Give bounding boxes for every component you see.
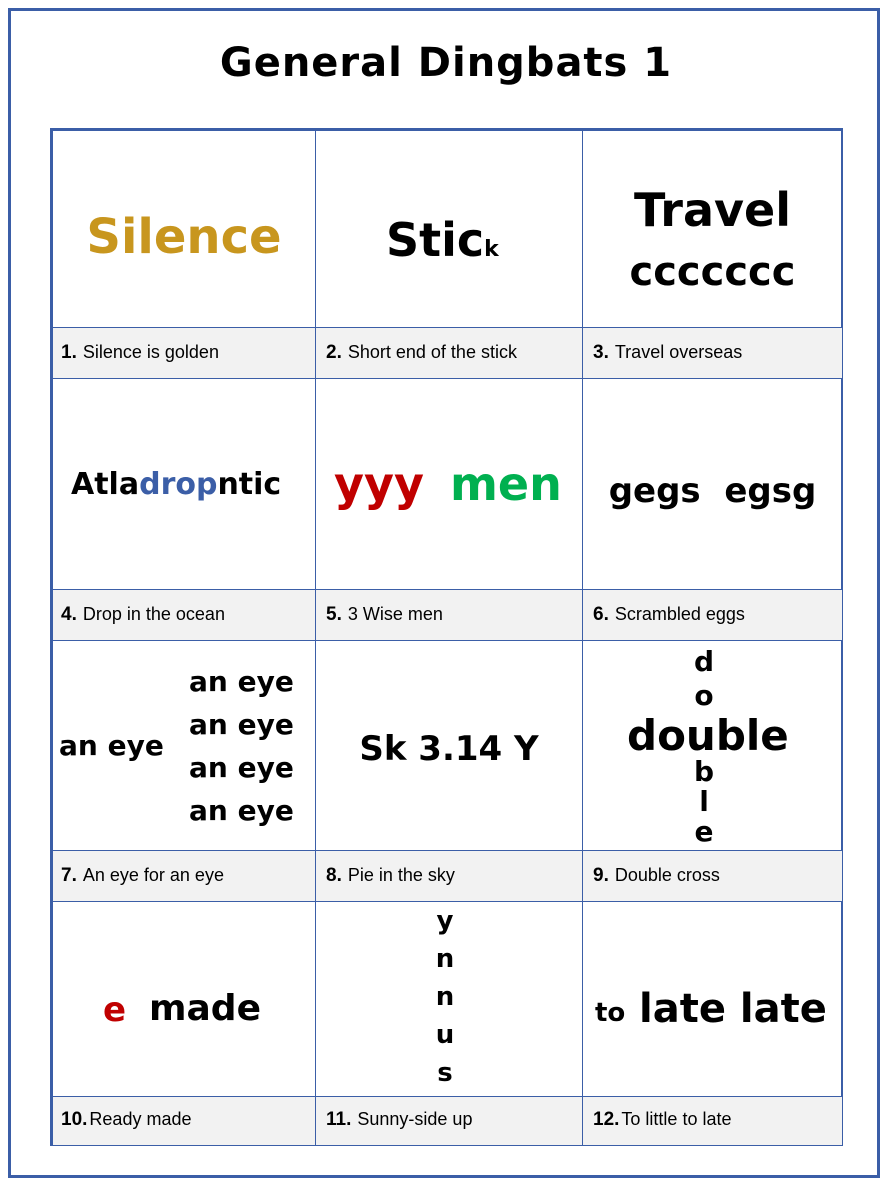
caption-2-number: 2. — [326, 342, 342, 363]
caption-7 — [52, 850, 316, 902]
puzzle-cell-7 — [52, 640, 316, 852]
caption-3-number: 3. — [593, 342, 609, 363]
caption-1-answer: Silence is golden — [82, 342, 219, 362]
caption-5-answer: 3 Wise men — [347, 604, 443, 624]
puzzle-4-part-c: ntic — [217, 467, 282, 502]
puzzle-10-part-a: e — [103, 990, 127, 1030]
caption-12 — [582, 1096, 843, 1146]
caption-12-number: 12. — [593, 1109, 620, 1130]
puzzle-cell-11 — [315, 901, 583, 1097]
puzzle-10-part-b: made — [149, 988, 261, 1029]
puzzle-cell-2 — [315, 130, 583, 328]
puzzle-9-down-bottom — [689, 757, 719, 847]
puzzle-11-letter-1: y — [436, 906, 454, 936]
puzzle-11-letter-5: s — [437, 1058, 453, 1088]
puzzle-cell-8 — [315, 640, 583, 852]
caption-9-number: 9. — [593, 865, 609, 886]
puzzle-7-right-4: an eye — [189, 794, 294, 827]
caption-10-number: 10. — [61, 1109, 88, 1130]
puzzle-9-letter-l: l — [699, 785, 709, 818]
puzzle-4-text — [71, 467, 281, 502]
puzzle-3-line1: Travel — [633, 183, 791, 237]
caption-4 — [52, 589, 316, 641]
puzzle-11-letter-2: n — [435, 944, 455, 974]
caption-8-answer: Pie in the sky — [347, 865, 455, 885]
puzzle-2-small: k — [484, 237, 499, 262]
puzzle-1-text: Silence — [86, 209, 282, 265]
puzzle-8-text: Sk 3.14 Y — [359, 729, 539, 769]
puzzle-5-part-b: men — [450, 457, 562, 511]
caption-9 — [582, 850, 843, 902]
puzzle-3-line2: ccccccc — [629, 249, 796, 295]
puzzle-4-part-b: drop — [139, 467, 218, 502]
puzzle-7-right-3: an eye — [189, 751, 294, 784]
puzzle-6-text: gegs egsg — [608, 471, 817, 511]
puzzle-9-letter-d: d — [693, 645, 715, 678]
puzzle-4-part-a: Atla — [71, 467, 140, 502]
caption-6-number: 6. — [593, 604, 609, 625]
caption-11-number: 11. — [326, 1109, 352, 1130]
puzzle-12-part-a: to — [595, 998, 626, 1028]
caption-4-answer: Drop in the ocean — [82, 604, 225, 624]
caption-2-answer: Short end of the stick — [347, 342, 517, 362]
puzzle-9-letter-o: o — [694, 679, 714, 712]
puzzle-9-letter-e: e — [694, 815, 714, 848]
puzzle-11-letter-4: u — [435, 1020, 455, 1050]
puzzle-cell-4 — [52, 378, 316, 590]
caption-10-answer: Ready made — [89, 1109, 192, 1129]
caption-12-answer: To little to late — [621, 1109, 732, 1129]
caption-11-answer: Sunny-side up — [357, 1109, 473, 1129]
caption-2 — [315, 327, 583, 379]
puzzle-9-across: double — [627, 711, 789, 760]
caption-1 — [52, 327, 316, 379]
puzzle-9-letter-b: b — [693, 755, 715, 788]
puzzle-11-letter-3: n — [435, 982, 455, 1012]
puzzle-9-down-top — [689, 645, 719, 713]
caption-8 — [315, 850, 583, 902]
caption-11 — [315, 1096, 583, 1146]
puzzle-7-right-2: an eye — [189, 708, 294, 741]
caption-3-answer: Travel overseas — [614, 342, 743, 362]
puzzle-11-letters — [430, 902, 460, 1092]
puzzle-cell-1 — [52, 130, 316, 328]
puzzle-7-left: an eye — [59, 729, 164, 762]
caption-5-number: 5. — [326, 604, 342, 625]
puzzle-cell-9 — [582, 640, 843, 852]
caption-6 — [582, 589, 843, 641]
caption-1-number: 1. — [61, 342, 77, 363]
dingbats-grid — [50, 128, 843, 1146]
puzzle-2-main: Stic — [386, 213, 485, 267]
caption-5 — [315, 589, 583, 641]
puzzle-cell-5 — [315, 378, 583, 590]
caption-7-number: 7. — [61, 865, 77, 886]
puzzle-cell-3 — [582, 130, 843, 328]
caption-3 — [582, 327, 843, 379]
caption-9-answer: Double cross — [614, 865, 720, 885]
puzzle-cell-6 — [582, 378, 843, 590]
puzzle-12-part-b: late late — [639, 986, 827, 1032]
caption-8-number: 8. — [326, 865, 342, 886]
caption-6-answer: Scrambled eggs — [614, 604, 745, 624]
caption-10 — [52, 1096, 316, 1146]
caption-4-number: 4. — [61, 604, 77, 625]
puzzle-cell-12 — [582, 901, 843, 1097]
page-title: General Dingbats 1 — [219, 40, 673, 86]
puzzle-7-right-1: an eye — [189, 665, 294, 698]
puzzle-5-part-a: yyy — [334, 457, 424, 511]
caption-7-answer: An eye for an eye — [82, 865, 224, 885]
puzzle-cell-10 — [52, 901, 316, 1097]
puzzle-2-text — [386, 213, 499, 267]
